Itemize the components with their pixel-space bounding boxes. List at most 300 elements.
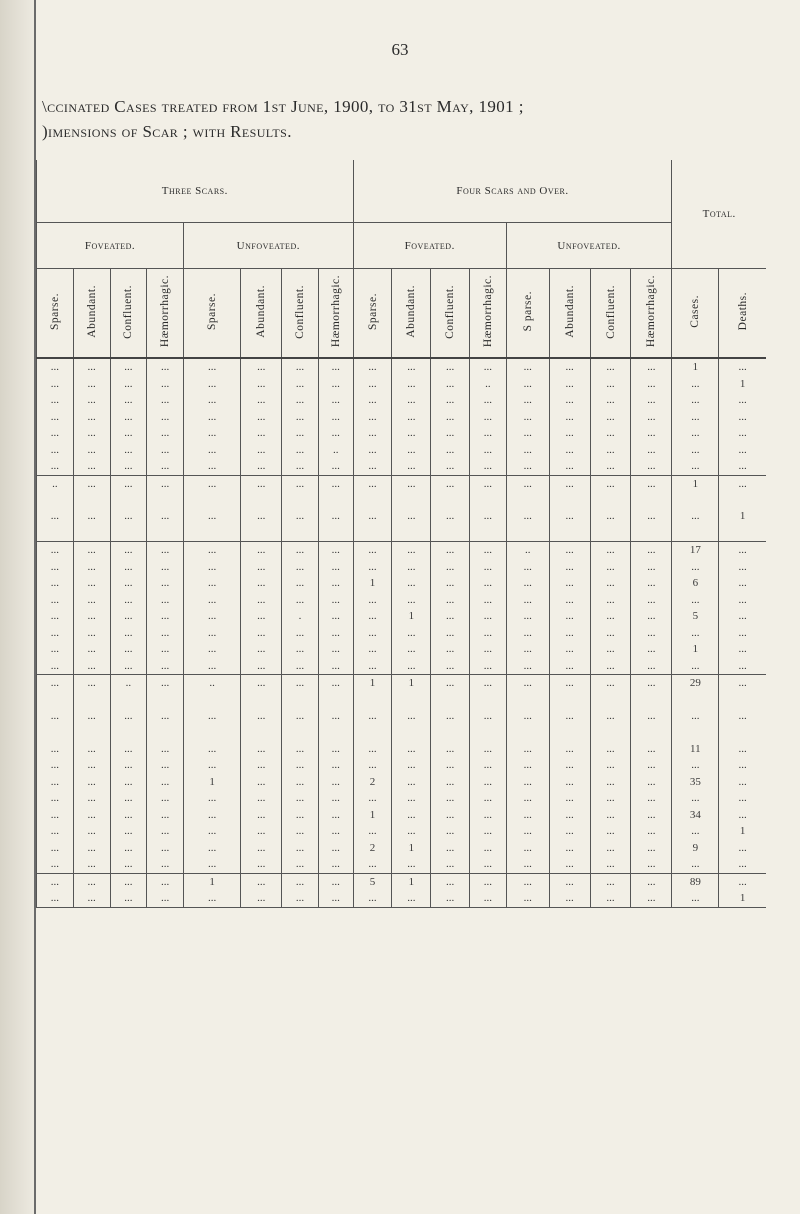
table-cell: ... [506, 442, 549, 459]
table-row [37, 774, 767, 791]
column-header-label: Hæmorrhagic. [329, 275, 342, 348]
table-cell: ... [353, 658, 392, 675]
table-cell: ... [431, 774, 470, 791]
table-cell: ... [549, 475, 590, 492]
table-cell: ... [470, 823, 507, 840]
table-cell: ... [110, 409, 147, 426]
table-cell: ... [631, 890, 672, 907]
table-cell: ... [590, 559, 631, 576]
table-cell: ... [590, 358, 631, 376]
table-cell: 11 [672, 741, 719, 758]
table-cell: ... [549, 658, 590, 675]
table-cell: ... [506, 575, 549, 592]
table-cell: ... [147, 358, 184, 376]
table-cell: ... [431, 475, 470, 492]
table-cell: ... [241, 442, 282, 459]
table-cell: ... [506, 425, 549, 442]
table-cell: ... [506, 675, 549, 692]
table-cell: ... [590, 807, 631, 824]
table-cell: ... [392, 425, 431, 442]
table-cell: ... [241, 492, 282, 542]
table-cell: ... [184, 823, 241, 840]
table-cell: ... [282, 790, 319, 807]
table-cell: ... [73, 774, 110, 791]
table-cell: ... [353, 741, 392, 758]
column-header [282, 269, 319, 359]
table-row [37, 409, 767, 426]
table-cell: ... [318, 774, 353, 791]
table-cell: ... [470, 358, 507, 376]
table-cell: ... [392, 409, 431, 426]
table-cell: ... [147, 641, 184, 658]
table-cell: ... [184, 692, 241, 741]
table-cell: ... [590, 475, 631, 492]
column-header-label: Hæmorrhagic. [481, 275, 494, 348]
table-cell: ... [672, 559, 719, 576]
table-cell: ... [73, 658, 110, 675]
table-cell: ... [73, 625, 110, 642]
table-cell: ... [318, 409, 353, 426]
table-cell: ... [506, 625, 549, 642]
table-cell: ... [318, 856, 353, 873]
table-row [37, 641, 767, 658]
table-cell: ... [184, 358, 241, 376]
table-cell: ... [184, 442, 241, 459]
table-cell: ... [549, 856, 590, 873]
table-cell: ... [73, 675, 110, 692]
table-cell: ... [506, 840, 549, 857]
table-cell: ... [282, 392, 319, 409]
table-cell: ... [353, 856, 392, 873]
table-cell: ... [147, 823, 184, 840]
table-cell: ... [318, 425, 353, 442]
table-cell: ... [470, 840, 507, 857]
table-cell: ... [431, 741, 470, 758]
table-cell: ... [241, 592, 282, 609]
table-cell: ... [672, 592, 719, 609]
table-cell: ... [241, 823, 282, 840]
table-cell: ... [631, 774, 672, 791]
table-cell: ... [282, 890, 319, 907]
table-cell: ... [184, 625, 241, 642]
table-cell: ... [110, 856, 147, 873]
table-cell: ... [719, 873, 766, 890]
table-cell: ... [73, 692, 110, 741]
table-cell: ... [631, 575, 672, 592]
table-cell: ... [110, 658, 147, 675]
table-cell: ... [318, 790, 353, 807]
column-header-label: Confluent. [294, 284, 306, 339]
table-cell: ... [549, 559, 590, 576]
table-heading-line-2: )imensions of Scar ; with Results. [42, 122, 292, 141]
table-cell: ... [549, 890, 590, 907]
table-cell: ... [719, 741, 766, 758]
table-cell: ... [392, 559, 431, 576]
table-cell: ... [110, 757, 147, 774]
table-row [37, 658, 767, 675]
table-cell: ... [110, 807, 147, 824]
table-cell: ... [318, 492, 353, 542]
table-cell: ... [431, 873, 470, 890]
table-cell: ... [353, 592, 392, 609]
table-cell: ... [73, 575, 110, 592]
table-cell: ... [631, 741, 672, 758]
table-cell: 1 [672, 358, 719, 376]
table-row [37, 890, 767, 907]
table-cell: ... [318, 840, 353, 857]
table-cell: . [282, 608, 319, 625]
table-cell: ... [241, 807, 282, 824]
table-cell: ... [431, 559, 470, 576]
table-cell: ... [631, 757, 672, 774]
table-cell: ... [590, 856, 631, 873]
table-cell: ... [241, 873, 282, 890]
table-cell: ... [549, 492, 590, 542]
table-cell: ... [110, 425, 147, 442]
table-cell: ... [73, 458, 110, 475]
table-cell: ... [590, 458, 631, 475]
column-header [470, 269, 507, 359]
table-cell: 1 [184, 774, 241, 791]
table-cell: ... [241, 658, 282, 675]
table-cell: ... [431, 675, 470, 692]
table-row [37, 542, 767, 559]
column-header [506, 269, 549, 359]
table-cell: ... [431, 823, 470, 840]
table-cell: ... [590, 625, 631, 642]
table-cell: ... [590, 392, 631, 409]
table-cell: ... [672, 692, 719, 741]
table-cell: ... [672, 392, 719, 409]
table-cell: ... [73, 492, 110, 542]
table-cell: ... [431, 442, 470, 459]
table-row [37, 475, 767, 492]
table-cell: ... [147, 425, 184, 442]
table-cell: ... [37, 592, 74, 609]
table-cell: ... [549, 807, 590, 824]
table-cell: ... [184, 425, 241, 442]
table-cell: ... [147, 592, 184, 609]
table-cell: ... [241, 840, 282, 857]
table-cell: ... [73, 409, 110, 426]
table-cell: ... [37, 376, 74, 393]
table-cell: ... [590, 641, 631, 658]
table-cell: ... [590, 741, 631, 758]
table-cell: ... [631, 592, 672, 609]
table-cell: ... [241, 608, 282, 625]
table-cell: 1 [392, 608, 431, 625]
table-cell: ... [392, 625, 431, 642]
table-cell: ... [147, 475, 184, 492]
table-cell: 1 [353, 675, 392, 692]
table-cell: ... [241, 774, 282, 791]
table-row [37, 358, 767, 376]
table-cell: .. [37, 475, 74, 492]
table-row [37, 608, 767, 625]
table-cell: ... [184, 592, 241, 609]
table-cell: ... [282, 425, 319, 442]
table-cell: ... [672, 823, 719, 840]
table-cell: ... [353, 559, 392, 576]
table-cell: ... [184, 790, 241, 807]
table-cell: ... [37, 409, 74, 426]
table-cell: ... [431, 658, 470, 675]
table-row [37, 757, 767, 774]
column-header-label: Abundant. [85, 285, 98, 338]
page-edge [0, 0, 36, 1214]
table-cell: ... [590, 890, 631, 907]
table-cell: ... [590, 425, 631, 442]
table-cell: ... [506, 559, 549, 576]
table-row [37, 575, 767, 592]
table-cell: ... [470, 592, 507, 609]
table-cell: ... [549, 358, 590, 376]
table-cell: ... [719, 658, 766, 675]
table-cell: ... [431, 807, 470, 824]
table-cell: ... [73, 442, 110, 459]
table-cell: ... [392, 757, 431, 774]
table-cell: ... [590, 492, 631, 542]
table-cell: ... [719, 442, 766, 459]
table-cell: ... [147, 741, 184, 758]
table-cell: ... [184, 542, 241, 559]
table-cell: ... [241, 790, 282, 807]
table-cell: ... [631, 790, 672, 807]
table-cell: ... [73, 757, 110, 774]
table-cell: ... [431, 641, 470, 658]
table-cell: ... [147, 559, 184, 576]
table-cell: ... [37, 542, 74, 559]
table-cell: ... [110, 608, 147, 625]
table-cell: ... [318, 641, 353, 658]
table-cell: ... [631, 625, 672, 642]
table-cell: ... [184, 458, 241, 475]
table-row [37, 692, 767, 741]
table-cell: ... [241, 641, 282, 658]
table-cell: ... [184, 741, 241, 758]
table-cell: ... [147, 807, 184, 824]
table-cell: ... [470, 625, 507, 642]
table-cell: ... [353, 625, 392, 642]
column-header [241, 269, 282, 359]
table-cell: ... [73, 840, 110, 857]
table-cell: ... [392, 790, 431, 807]
table-cell: ... [73, 542, 110, 559]
table-row [37, 823, 767, 840]
table-cell: ... [392, 442, 431, 459]
subgroup-four-foveated: Foveated. [353, 223, 506, 269]
table-cell: ... [506, 592, 549, 609]
table-cell: 2 [353, 774, 392, 791]
table-cell: ... [282, 675, 319, 692]
table-cell: ... [470, 856, 507, 873]
table-cell: ... [392, 542, 431, 559]
table-cell: ... [431, 376, 470, 393]
table-cell: ... [318, 807, 353, 824]
table-cell: ... [37, 625, 74, 642]
table-cell: ... [431, 492, 470, 542]
table-cell: ... [147, 392, 184, 409]
table-cell: ... [73, 741, 110, 758]
table-cell: ... [549, 592, 590, 609]
table-cell: ... [241, 542, 282, 559]
table-cell: ... [631, 442, 672, 459]
table-cell: ... [147, 376, 184, 393]
table-cell: ... [73, 592, 110, 609]
table-cell: ... [506, 856, 549, 873]
table-cell: ... [719, 575, 766, 592]
table-cell: ... [73, 807, 110, 824]
table-cell: ... [549, 840, 590, 857]
table-cell: ... [590, 692, 631, 741]
table-cell: ... [392, 376, 431, 393]
column-header [672, 269, 719, 359]
table-cell: ... [353, 641, 392, 658]
table-cell: ... [506, 807, 549, 824]
table-cell: ... [506, 890, 549, 907]
table-cell: ... [353, 458, 392, 475]
table-cell: ... [37, 392, 74, 409]
table-cell: ... [431, 358, 470, 376]
table-cell: ... [353, 475, 392, 492]
table-cell: 89 [672, 873, 719, 890]
results-table [36, 160, 766, 908]
table-cell: 2 [353, 840, 392, 857]
table-cell: ... [506, 790, 549, 807]
table-cell: ... [506, 392, 549, 409]
table-cell: ... [37, 757, 74, 774]
table-cell: ... [590, 658, 631, 675]
table-cell: ... [318, 873, 353, 890]
table-cell: ... [318, 890, 353, 907]
table-cell: ... [37, 358, 74, 376]
table-cell: ... [110, 592, 147, 609]
table-cell: 1 [353, 807, 392, 824]
table-cell: ... [110, 575, 147, 592]
table-cell: ... [392, 890, 431, 907]
table-cell: ... [631, 692, 672, 741]
table-cell: ... [719, 592, 766, 609]
table-cell: ... [282, 625, 319, 642]
table-cell: ... [318, 458, 353, 475]
table-cell: ... [147, 675, 184, 692]
table-cell: .. [110, 675, 147, 692]
table-cell: ... [590, 675, 631, 692]
table-cell: ... [431, 625, 470, 642]
table-cell: ... [392, 458, 431, 475]
column-header-label: Deaths. [736, 292, 749, 331]
table-cell: ... [184, 392, 241, 409]
table-cell: ... [549, 641, 590, 658]
table-cell: 1 [672, 641, 719, 658]
table-cell: ... [110, 559, 147, 576]
table-row [37, 873, 767, 890]
table-cell: ... [470, 442, 507, 459]
table-cell: ... [318, 675, 353, 692]
table-cell: ... [73, 641, 110, 658]
table-cell: ... [631, 492, 672, 542]
column-header [110, 269, 147, 359]
table-cell: ... [392, 575, 431, 592]
table-cell: ... [241, 458, 282, 475]
table-cell: ... [147, 658, 184, 675]
column-header-label: Sparse. [48, 292, 61, 331]
table-cell: .. [318, 442, 353, 459]
table-cell: ... [719, 559, 766, 576]
table-cell: ... [719, 358, 766, 376]
table-cell: ... [110, 458, 147, 475]
table-cell: ... [549, 774, 590, 791]
table-cell: ... [318, 475, 353, 492]
table-cell: ... [672, 658, 719, 675]
table-cell: ... [147, 790, 184, 807]
table-cell: ... [470, 409, 507, 426]
table-cell: ... [506, 757, 549, 774]
table-cell: ... [241, 475, 282, 492]
table-cell: ... [431, 575, 470, 592]
table-cell: ... [431, 592, 470, 609]
table-cell: ... [184, 807, 241, 824]
table-cell: ... [110, 475, 147, 492]
table-cell: ... [470, 559, 507, 576]
table-cell: ... [37, 442, 74, 459]
table-cell: ... [470, 774, 507, 791]
column-header-label: Sparse. [206, 292, 219, 331]
column-header-label: Cases. [689, 295, 702, 328]
table-cell: ... [73, 856, 110, 873]
table-cell: .. [470, 376, 507, 393]
table-cell: ... [631, 641, 672, 658]
table-cell: ... [719, 409, 766, 426]
table-cell: 9 [672, 840, 719, 857]
table-cell: ... [184, 475, 241, 492]
table-cell: ... [353, 392, 392, 409]
table-cell: ... [719, 608, 766, 625]
table-cell: ... [549, 823, 590, 840]
table-cell: ... [719, 807, 766, 824]
table-cell: ... [353, 409, 392, 426]
table-cell: ... [184, 757, 241, 774]
table-cell: ... [506, 608, 549, 625]
table-row [37, 790, 767, 807]
column-header [37, 269, 74, 359]
table-cell: ... [353, 890, 392, 907]
table-cell: ... [241, 890, 282, 907]
table-cell: ... [470, 475, 507, 492]
table-heading-line-1: \ccinated Cases treated from 1st June, 1900, to 31st May, 1901 ; [42, 97, 524, 116]
table-cell: ... [672, 625, 719, 642]
table-cell: 1 [392, 675, 431, 692]
table-cell: ... [353, 692, 392, 741]
table-cell: ... [318, 692, 353, 741]
table-cell: ... [147, 442, 184, 459]
table-cell: ... [392, 856, 431, 873]
table-cell: ... [353, 608, 392, 625]
table-cell: ... [719, 856, 766, 873]
table-cell: ... [631, 392, 672, 409]
column-header-label: Abundant. [405, 285, 418, 338]
table-cell: ... [470, 492, 507, 542]
table-cell: ... [37, 658, 74, 675]
table-cell: ... [184, 559, 241, 576]
table-cell: ... [631, 823, 672, 840]
table-cell: ... [110, 741, 147, 758]
table-cell: 34 [672, 807, 719, 824]
table-cell: ... [282, 559, 319, 576]
table-cell: ... [431, 856, 470, 873]
table-cell: ... [672, 890, 719, 907]
table-cell: ... [110, 890, 147, 907]
